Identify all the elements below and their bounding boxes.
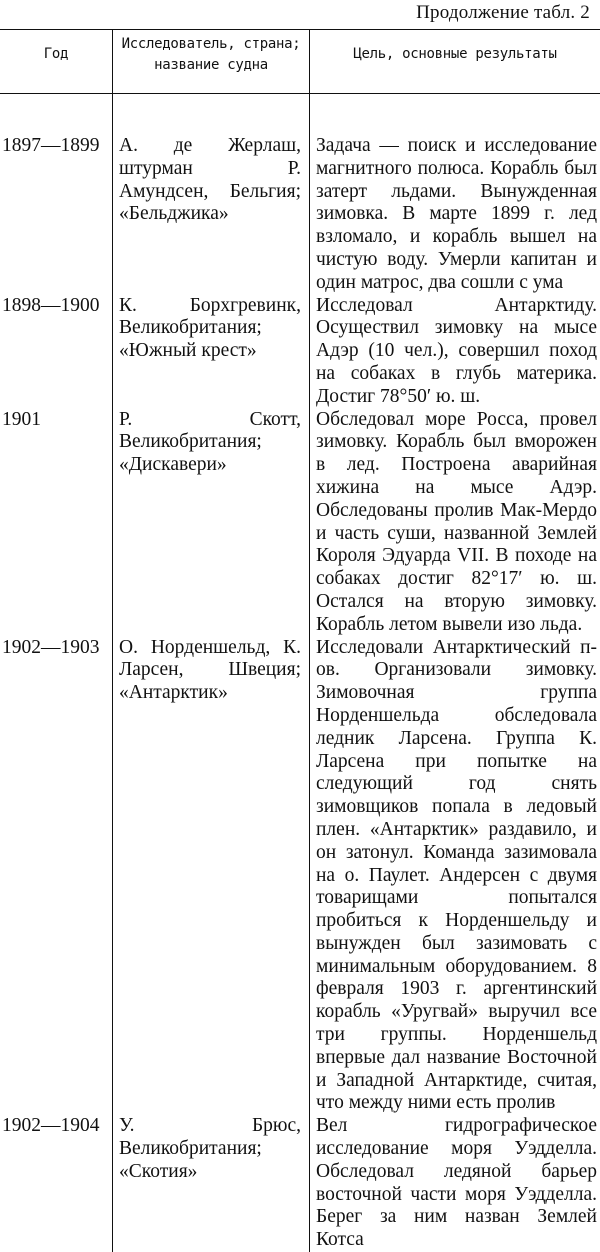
table-spacer — [0, 94, 600, 135]
table-row — [0, 135, 600, 295]
table-row — [0, 295, 600, 409]
explorer-cell: О. Норденшельд, К. Ларсен, Швеция; «Антарктик» — [112, 637, 309, 1116]
explorer-cell: К. Борхгревинк, Великобритания; «Южный крест» — [112, 295, 309, 409]
result-cell: Вел гидрографическое исследование моря Уэдделла. Обследовал ледяной барьер восточной части моря Уэдделла. Берег за ним назван Землей Котса — [309, 1115, 600, 1252]
table-row — [0, 409, 600, 637]
header-explorer: Исследователь, страна; название судна — [112, 30, 309, 93]
explorer-cell: Р. Скотт, Великобритания; «Дискавери» — [112, 409, 309, 637]
year-cell: 1902—1903 — [2, 636, 100, 658]
header-result: Цель, основные результаты — [309, 30, 600, 93]
year-cell: 1898—1900 — [2, 294, 100, 316]
result-cell: Исследовали Антарктический п-ов. Организовали зимовку. Зимовочная группа Норденшельда обследовала ледник Ларсена. Группа К. Ларсена при попытке на следующий год снять зимовщиков попала в ледовый плен. «Антарктик» раздавило, и он затонул. Команда зазимовала на о. Паулет. Андерсен с двумя товарищами попытался пробиться к Норденшельду и вынужден был зазимовать с минимальным оборудованием. 8 февраля 1903 г. аргентинский корабль «Уругвай» выручил все три группы. Норденшельд впервые дал название Восточной и Западной Антарктиде, считая, что между ними есть пролив — [309, 637, 600, 1116]
table-header — [0, 30, 600, 94]
table-row — [0, 1115, 600, 1252]
explorer-cell: А. де Жерлаш, штурман Р. Амундсен, Бельгия; «Бельджика» — [112, 135, 309, 295]
year-cell: 1897—1899 — [2, 135, 100, 156]
result-cell: Задача — поиск и исследование магнитного полюса. Корабль был затерт льдами. Вынужденная зимовка. В марте 1899 г. лед взломало, и корабль вышел на чистую воду. Умерли капитан и один матрос, два сошли с ума — [309, 135, 600, 295]
expeditions-table — [0, 29, 600, 1252]
year-cell: 1901 — [2, 408, 41, 430]
table-continuation-label: Продолжение табл. 2 — [416, 2, 590, 23]
year-cell: 1902—1904 — [2, 1115, 100, 1137]
explorer-cell: У. Брюс, Великобритания; «Скотия» — [112, 1115, 309, 1252]
result-cell: Обследовал море Росса, провел зимовку. Корабль был вморожен в лед. Построена аварийная хижина на мысе Адэр. Обследованы пролив Мак-Мердо и часть суши, названной Землей Короля Эдуарда VII. В походе на собаках достиг 82°17′ ю. ш. Остался на вторую зимовку. Корабль летом вывели изо льда. — [309, 409, 600, 637]
header-year: Год — [43, 46, 69, 62]
table-row — [0, 637, 600, 1116]
result-cell: Исследовал Антарктиду. Осуществил зимовку на мысе Адэр (10 чел.), совершил поход на собаках в глубь материка. Достиг 78°50′ ю. ш. — [309, 295, 600, 409]
